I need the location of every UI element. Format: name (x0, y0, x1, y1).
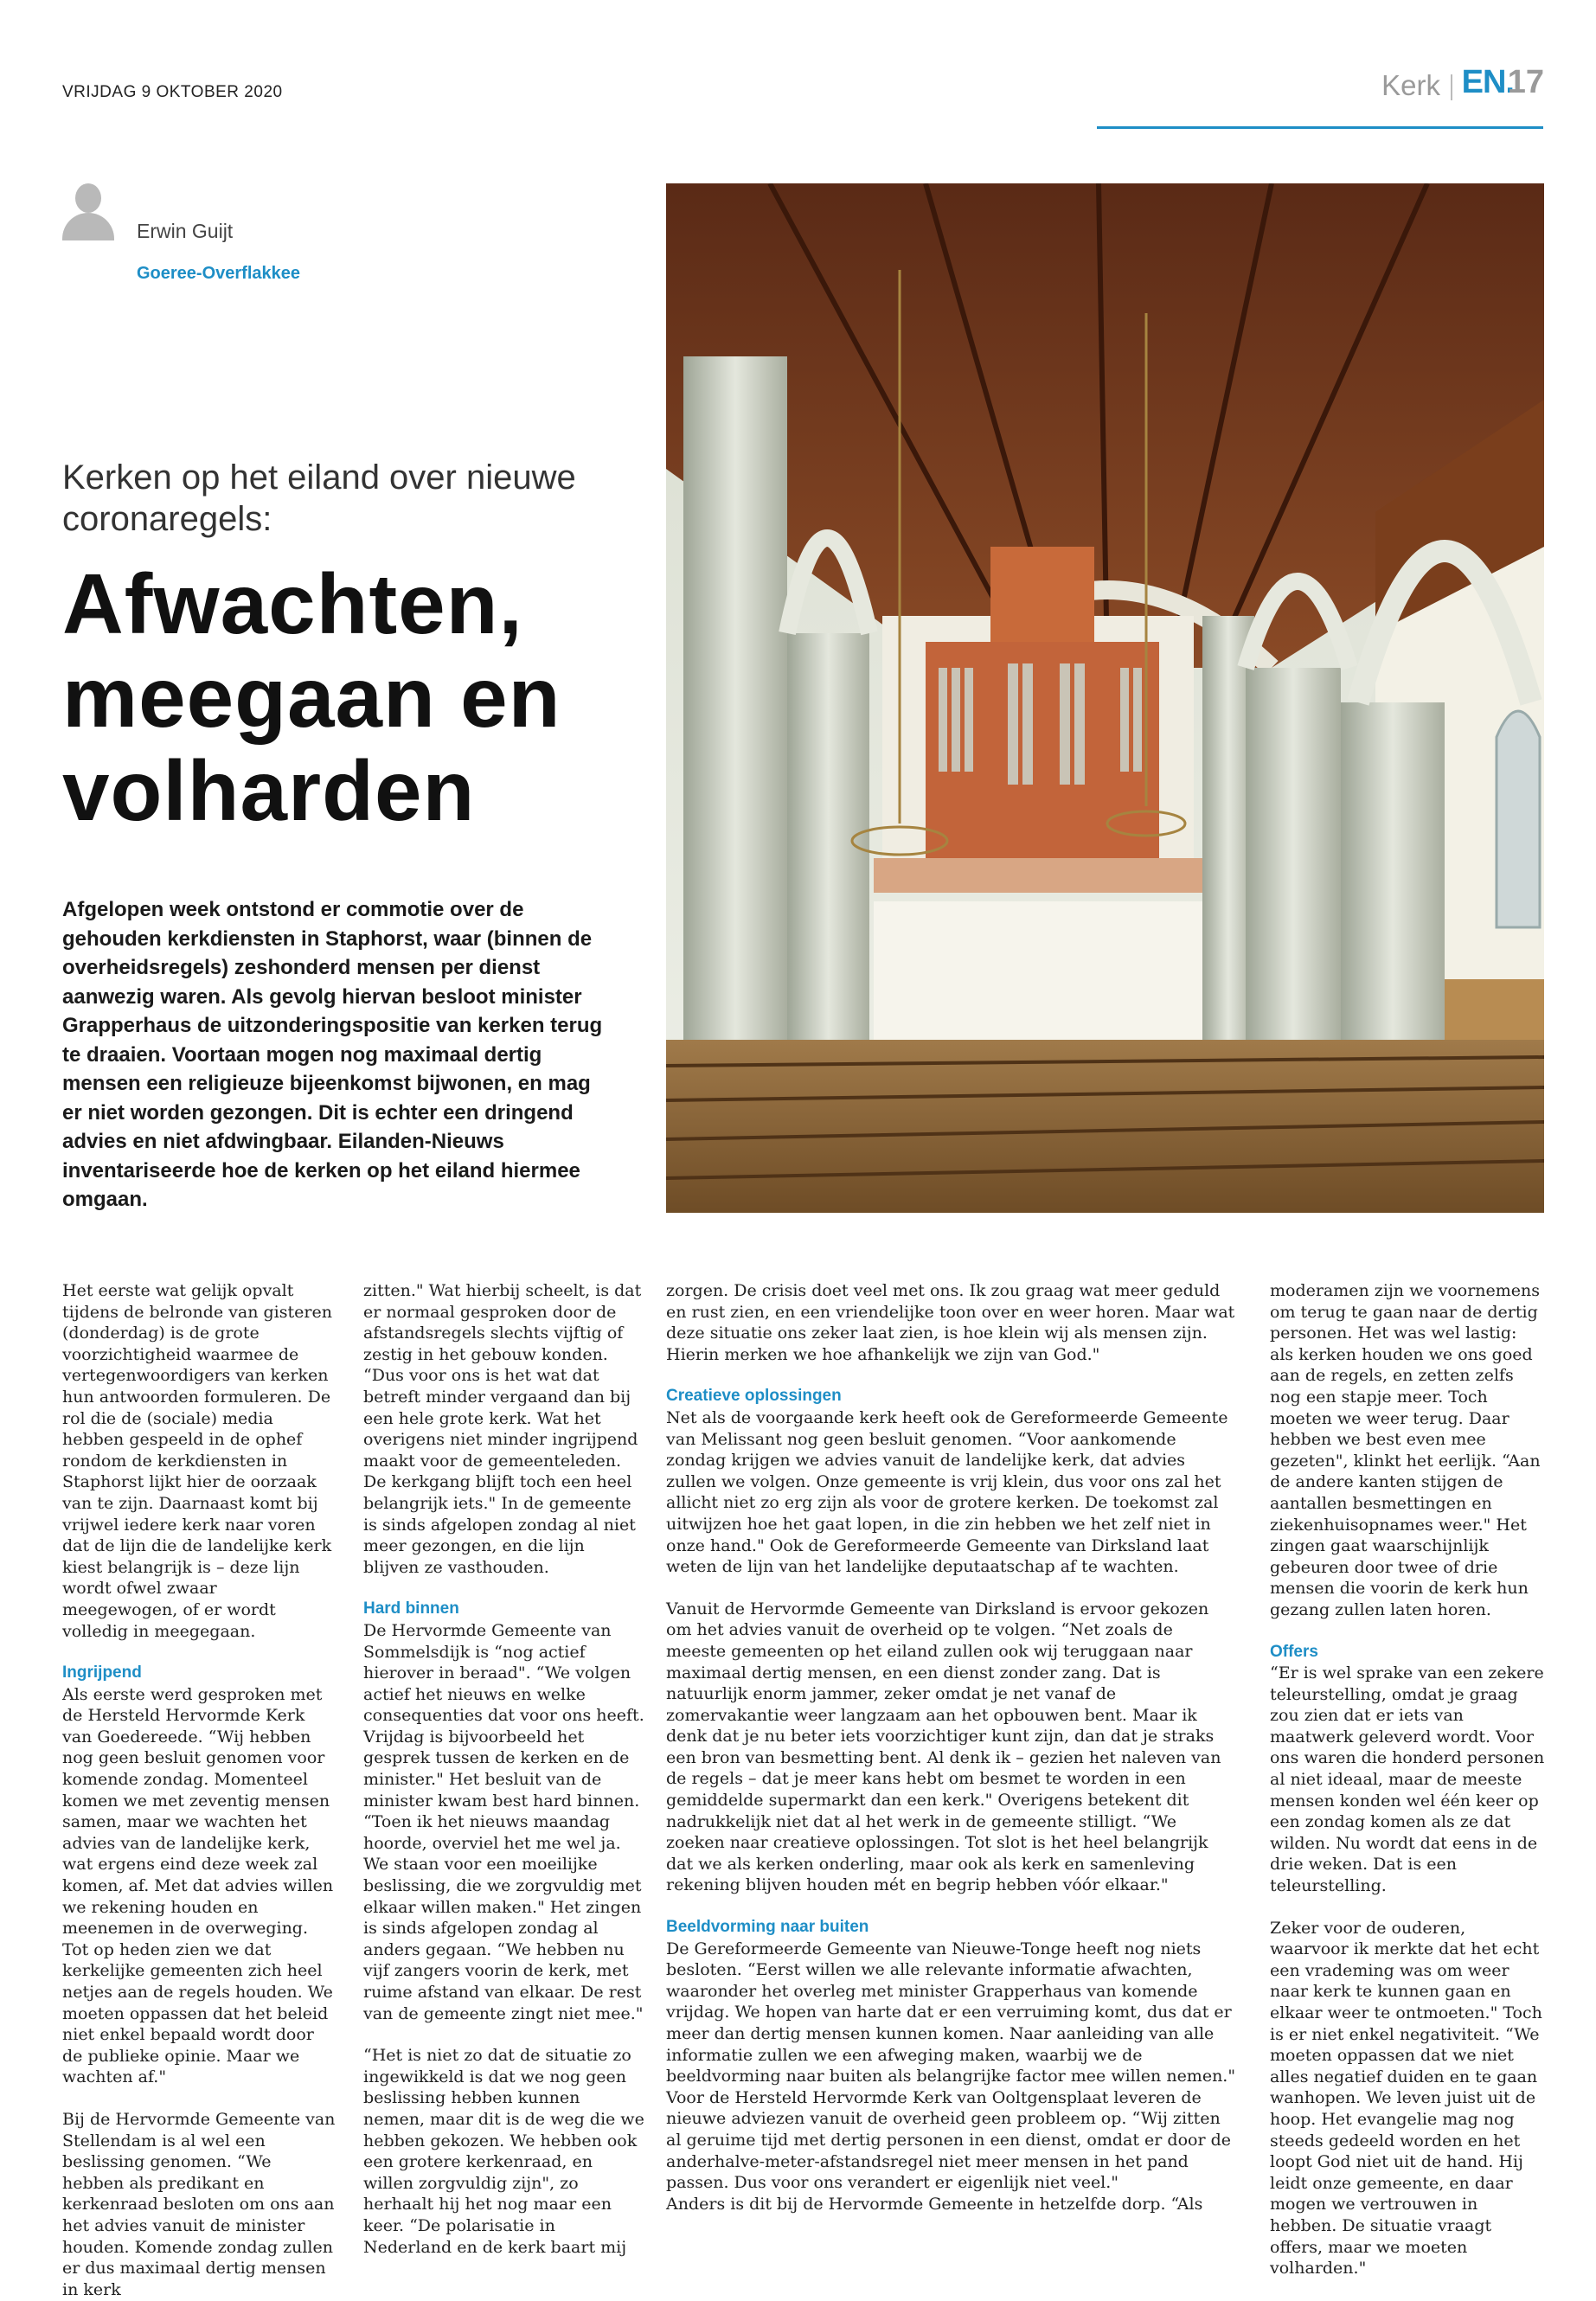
body-paragraph: Vanuit de Hervormde Gemeente van Dirksland is ervoor gekozen om het advies vanuit de overheid op te volgen. “Net zoals de meeste gemeenten op het eiland zullen ook wij teruggaan naar maximaal dertig mensen, en een dienst zonder zang. Dat is natuurlijk enorm jammer, zeker omdat je net vanaf de zomervakantie weer langzaam aan het opbouwen bent. Maar ik denk dat je nu beter iets voorzichtiger kunt zijn, dan dat je straks een bron van besmetting bent. Al denk ik – gezien het naleven van de regels – dat je meer kans hebt om besmet te worden in een gemiddelde supermarkt dan een kerk." Overigens betekent dit nadrukkelijk niet dat al het werk in de gemeente stilligt. “We zoeken naar creatieve oplossingen. Tot slot is het heel belangrijk dat we als kerken onderling, maar ook als kerk en samenleving rekening blijven houden mét en begrip hebben vóór elkaar." (666, 1599, 1221, 1895)
subheading: Hard binnen (363, 1599, 459, 1618)
body-paragraph: Zeker voor de ouderen, waarvoor ik merkte dat het echt een vrademing was om weer naar kerk te kunnen gaan en elkaar weer te ontmoeten." Toch is er niet enkel negativiteit. “We moeten oppassen dat we niet alles negatief duiden en te gaan wanhopen. We leven juist uit de hoop. Het evangelie mag nog steeds gedeeld worden en het loopt God niet uit de hand. Hij leidt onze gemeente, en daar mogen we vertrouwen in hebben. De situatie vraagt offers, maar we moeten volharden." (1270, 1918, 1542, 2279)
paragraph-gap (666, 1578, 1237, 1599)
subheading: Ingrijpend (62, 1663, 142, 1682)
body-paragraph: moderamen zijn we voornemens om terug te gaan naar de dertig personen. Het was wel lastig: als kerken houden we ons goed aan de regels, en zetten zelfs nog een stapje meer. Toch moeten we weer terug. Daar hebben we best even mee gezeten", klinkt het eerlijk. “Aan de andere kanten stijgen de aantallen besmettingen en ziekenhuisopnames weer." Het zingen gaat waarschijnlijk gebeuren door twee of drie mensen die voorin de kerk hun gezang zullen laten horen. (1270, 1281, 1541, 1619)
article-column-3 (666, 1280, 1237, 2214)
paragraph-gap (1270, 1897, 1545, 1918)
body-paragraph: Als eerste werd gesproken met de Hersteld Hervormde Kerk van Goedereede. “Wij hebben nog geen besluit genomen voor komende zondag. Momenteel komen we met zeventig mensen samen, maar we wachten het advies van de landelijke kerk, wat ergens eind deze week zal komen, af. Met dat advies willen we rekening houden en meenemen in de overweging. Tot op heden zien we dat kerkelijke gemeenten zich heel netjes aan de regels houden. We moeten oppassen dat het beleid niet enkel bepaald wordt door de publieke opinie. Maar we wachten af." (62, 1684, 334, 2087)
author-name: Erwin Guijt (137, 220, 234, 242)
article-column-2 (363, 1280, 644, 2258)
paragraph-gap (363, 2024, 644, 2045)
body-paragraph: Anders is dit bij de Hervormde Gemeente in hetzelfde dorp. “Als (666, 2194, 1203, 2214)
subheading: Offers (1270, 1642, 1318, 1661)
body-paragraph: De Gereformeerde Gemeente van Nieuwe-Tonge heeft nog niets besloten. “Eerst willen we alle relevante informatie afwachten, waaronder het overleg met minister Grapperhaus van komende vrijdag. We hopen van harte dat er een verruiming komt, dus dat er meer dan dertig mensen kunnen komen. Naar aanleiding van alle informatie zullen we een afweging maken, waarbij we de beeldvorming naar buiten als belangrijke factor mee willen nemen." Voor de Hersteld Hervormde Kerk van Ooltgensplaat leveren de nieuwe adviezen vanuit de overheid geen probleem op. “Wij zitten al geruime tijd met dertig personen in een dienst, omdat er door de anderhalve-meter-afstandsregel niet meer mensen in het pand passen. Dus voor ons verandert er eigenlijk niet veel." (666, 1939, 1236, 2193)
region-tag: Goeree-Overflakkee (137, 264, 301, 283)
body-paragraph: Bij de Hervormde Gemeente van Stellendam is al wel een beslissing genomen. “We hebben als predikant en kerkenraad besloten om ons aan het advies vanuit de minister houden. Komende zondag zullen er dus maximaal dertig mensen in kerk (62, 2109, 336, 2299)
subheading: Beeldvorming naar buiten (666, 1918, 869, 1937)
paragraph-gap (666, 1896, 1237, 1917)
article-column-1 (62, 1280, 337, 2300)
paragraph-gap (62, 2088, 337, 2109)
subheading: Creatieve oplossingen (666, 1387, 842, 1406)
paragraph-gap (363, 1578, 644, 1599)
body-paragraph: De Hervormde Gemeente van Sommelsdijk is “nog actief hierover in beraad". “We volgen actief het nieuws en welke consequenties dat voor ons heeft. Vrijdag is bijvoorbeeld het gesprek tussen de kerken en de minister." Het besluit van de minister kwam best hard binnen. “Toen ik het nieuws maandag hoorde, overviel het me wel ja. We staan voor een moeilijke beslissing, die we zorgvuldig met elkaar willen maken." Het zingen is sinds afgelopen zondag al anders gegaan. “We hebben nu vijf zangers voorin de kerk, met ruime afstand van elkaar. De rest van de gemeente zingt niet mee." (363, 1620, 644, 2023)
body-paragraph: Net als de voorgaande kerk heeft ook de Gereformeerde Gemeente van Melissant nog geen besluit genomen. “Voor aankomende zondag krijgen we advies vanuit de landelijke kerk, dat advies zullen we volgen. Onze gemeente is vrij klein, dus voor ons zal het allicht niet zo erg zijn als voor de grotere kerken. De toekomst zal uitwijzen hoe het gaat lopen, in die zin hebben we het zelf niet in onze hand." Ook de Gereformeerde Gemeente van Dirksland laat weten de lijn van het landelijke deputaatschap af te wachten. (666, 1407, 1228, 1577)
person-silhouette-icon (62, 183, 114, 240)
paragraph-gap (666, 1365, 1237, 1386)
body-paragraph: Het eerste wat gelijk opvalt tijdens de belronde van gisteren (donderdag) is de grote voorzichtigheid waarmee de vertegenwoordigers van kerken hun antwoorden formuleren. De rol die de (sociale) media hebben gespeeld in de ophef rondom de kerkdiensten in Staphorst lijkt hier de oorzaak van te zijn. Daarnaast komt bij vrijwel iedere kerk naar voren dat de lijn die de landelijke kerk kiest belangrijk is – deze lijn wordt ofwel zwaar meegewogen, of er wordt volledig in meegegaan. (62, 1281, 332, 1641)
header-rule (1097, 126, 1543, 129)
page-number: 17 (1507, 64, 1544, 100)
body-paragraph: zitten." Wat hierbij scheelt, is dat er normaal gesproken door de afstandsregels slechts vijftig of zestig in het gebouw konden. “Dus voor ons is het wat dat betreft minder vergaand dan bij een hele grote kerk. Wat het overigens niet minder ingrijpend maakt voor de gemeenteleden. De kerkgang blijft toch een heel belangrijk iets." In de gemeente is sinds afgelopen zondag al niet meer gezongen, en die lijn blijven ze vasthouden. (363, 1281, 642, 1577)
issue-date: VRIJDAG 9 OKTOBER 2020 (62, 83, 283, 101)
header-divider (1451, 74, 1452, 100)
body-paragraph: zorgen. De crisis doet veel met ons. Ik zou graag wat meer geduld en rust zien, en een vriendelijke toon over en weer horen. Maar wat deze situatie ons zeker laat zien, is hoe klein wij als mensen zijn. Hierin merken we hoe afhankelijk we zijn van God." (666, 1281, 1235, 1364)
paragraph-gap (62, 1642, 337, 1663)
body-paragraph: “Het is niet zo dat de situatie zo ingewikkeld is dat we nog geen beslissing hebben kunnen nemen, maar dit is de weg die we hebben gekozen. We hebben ook een grotere kerkenraad, en willen zorgvuldig zijn", zo herhaalt hij het nog maar een keer. “De polarisatie in Nederland en de kerk baart mij (363, 2046, 644, 2257)
church-interior-photo (666, 183, 1544, 1213)
publication-logo: EN. (1461, 64, 1514, 100)
article-column-4 (1270, 1280, 1545, 2279)
body-paragraph: “Er is wel sprake van een zekere teleurstelling, omdat je graag zou zien dat er iets van maatwerk geleverd wordt. Voor ons waren die honderd personen al niet ideaal, maar de meeste mensen konden wel één keer op een zondag komen als ze dat wilden. Nu wordt dat eens in de drie weken. Dat is een teleurstelling. (1270, 1663, 1545, 1896)
headline-kicker: Kerken op het eiland over nieuwe coronaregels: (62, 458, 576, 538)
section-label: Kerk (1381, 69, 1440, 101)
paragraph-gap (1270, 1621, 1545, 1642)
headline-title: Afwachten, meegaan en volharden (62, 556, 561, 838)
article-intro: Afgelopen week ontstond er commotie over de gehouden kerkdiensten in Staphorst, waar (binnen de overheidsregels) zeshonderd mensen per dienst aanwezig waren. Als gevolg hiervan besloot minister Grapperhaus de uitzonderingspositie van kerken terug te draaien. Voortaan mogen nog maximaal dertig mensen een religieuze bijeenkomst bijwonen, en mag er niet worden gezongen. Dit is echter een dringend advies en niet afdwingbaar. Eilanden-Nieuws inventariseerde hoe de kerken op het eiland hiermee omgaan. (62, 898, 603, 1211)
